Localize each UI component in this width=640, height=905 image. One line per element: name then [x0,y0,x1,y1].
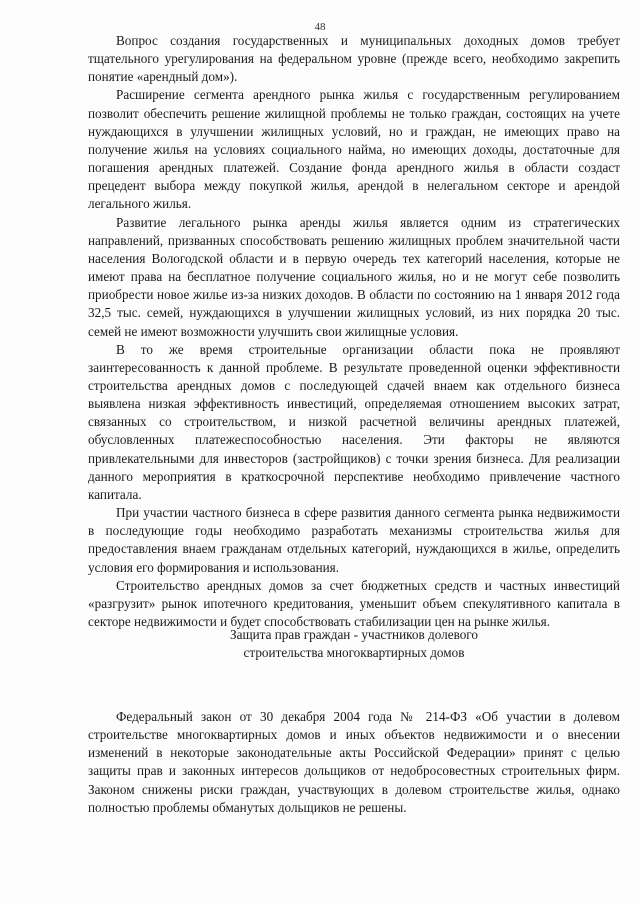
paragraph: Вопрос создания государственных и муниципальных доходных домов требует тщательного урегулирования на федеральном уровне (прежде всего, необходимо закрепить понятие «арендный дом»). [88,33,620,85]
section-heading-line: строительства многоквартирных домов [243,645,465,660]
section-heading [88,626,620,662]
paragraph: При участии частного бизнеса в сфере развития данного сегмента рынка недвижимости в последующие годы необходимо разработать механизмы строительства жилья для предоставления внаем гражданам отдельных категорий, нуждающихся в жилье, определить условия его формирования и использования. [88,505,620,575]
section-text [88,708,620,817]
paragraph: Развитие легального рынка аренды жилья является одним из стратегических направлений, призванных способствовать решению жилищных проблем значительной части населения Вологодской области и в первую очередь тех категорий населения, которые не имеют права на бесплатное получение социального жилья, но и не могут себе позволить приобрести новое жилье из-за низких доходов. В области по состоянию на 1 января 2012 года 32,5 тыс. семей, нуждающихся в улучшении жилищных условий, из них порядка 20 тыс. семей не имеют возможности улучшить свои жилищные условия. [88,214,620,339]
paragraph: Федеральный закон от 30 декабря 2004 года № 214-ФЗ «Об участии в долевом строительстве многоквартирных домов и иных объектов недвижимости и о внесении изменений в некоторые законодательные акты Российской Федерации» принят с целью защиты прав и законных интересов дольщиков от недобросовестных строительных фирм. Законом снижены риски граждан, участвующих в долевом строительстве жилья, однако полностью проблемы обманутых дольщиков не решены. [88,709,620,815]
paragraph: Расширение сегмента арендного рынка жилья с государственным регулированием позволит обеспечить решение жилищной проблемы не только граждан, состоящих на учете нуждающихся в улучшении жилищных условий, но и граждан, не имеющих право на получение жилья на условиях социального найма, но имеющих доходы, достаточные для погашения арендных платежей. Создание фонда арендного жилья в области создаст прецедент выбора между покупкой жилья, арендой в нелегальном секторе и арендой легального жилья. [88,87,620,212]
body-text [88,32,620,631]
section-heading-line: Защита прав граждан - участников долевого [230,627,478,642]
paragraph: Строительство арендных домов за счет бюджетных средств и частных инвестиций «разгрузит» рынок ипотечного кредитования, уменьшит объем спекулятивного капитала в секторе недвижимости и будет способствовать стабилизации цен на рынке жилья. [88,577,620,629]
page-number: 48 [314,21,326,33]
paragraph: В то же время строительные организации области пока не проявляют заинтересованность к данной проблеме. В результате проведенной оценки эффективности строительства арендных домов с последующей сдачей внаем как отдельного бизнеса выявлена низкая эффективность инвестиций, определяемая отношением высоких затрат, связанных со строительством, и низкой расчетной величины арендных платежей, обусловленных платежеспособностью населения. Эти факторы не являются привлекательными для инвесторов (застройщиков) с точки зрения бизнеса. Для реализации данного мероприятия в краткосрочной перспективе необходимо привлечение частного капитала. [88,341,620,502]
